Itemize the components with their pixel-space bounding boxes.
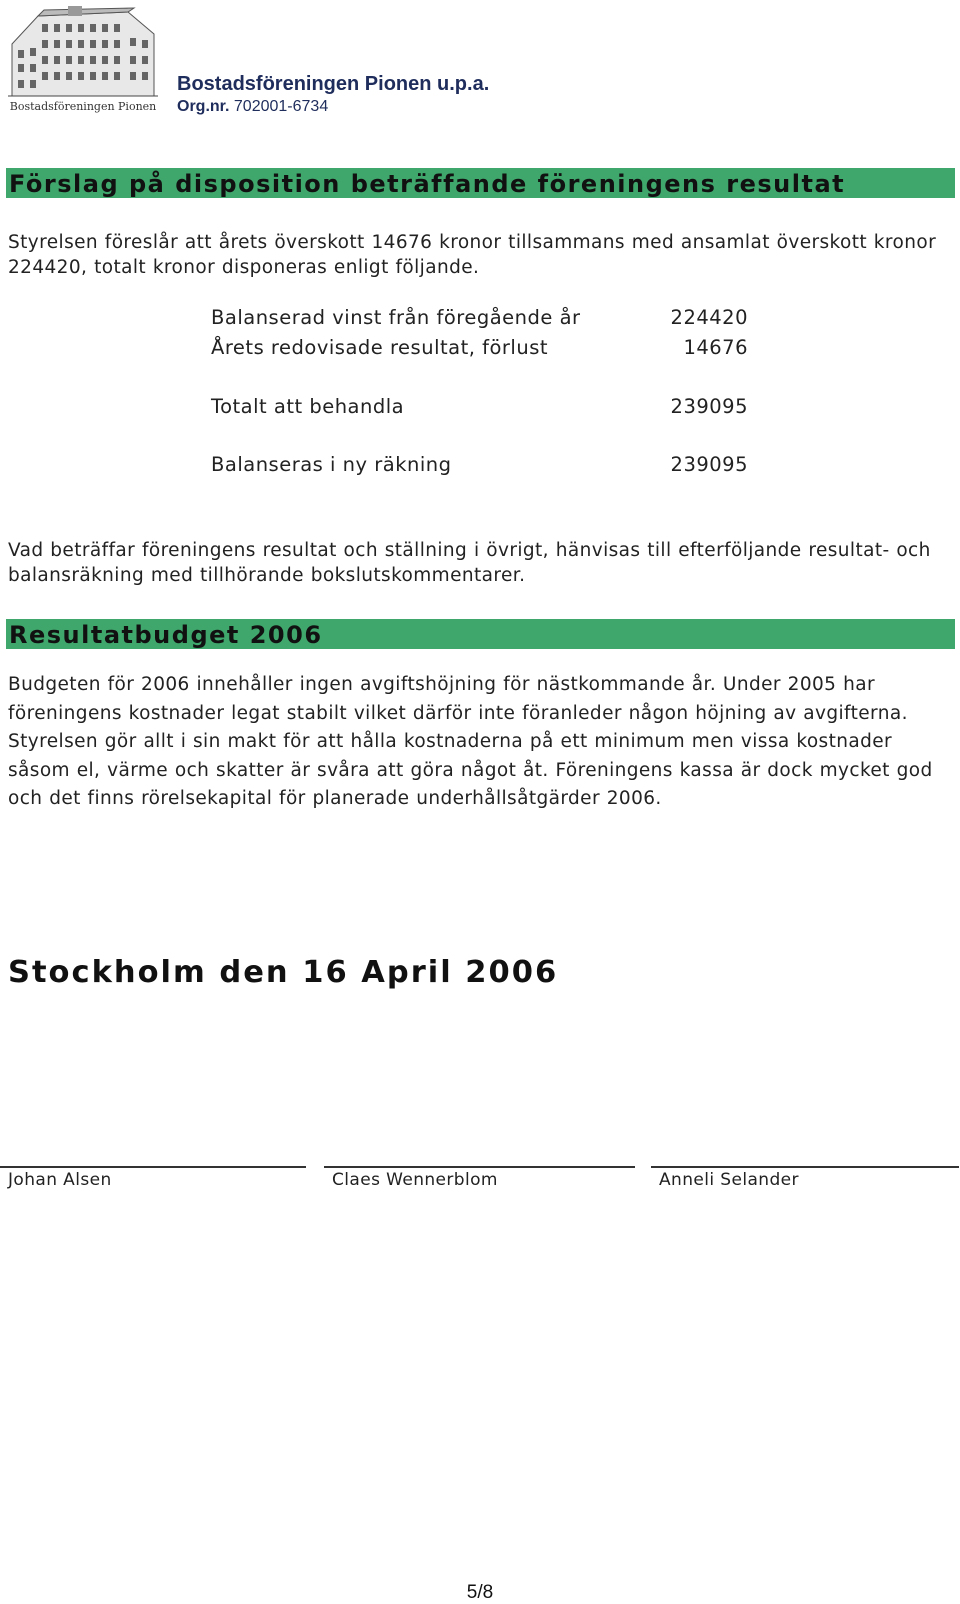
signature-line	[324, 1166, 635, 1168]
signature-line	[651, 1166, 959, 1168]
table-row-value: 224420	[670, 306, 748, 329]
table-row-value: 239095	[670, 453, 748, 476]
signature-line	[0, 1166, 306, 1168]
section-heading-disposition: Förslag på disposition beträffande föreningens resultat	[6, 168, 955, 198]
table-row-value: 14676	[683, 336, 748, 359]
signatory-name: Anneli Selander	[659, 1170, 799, 1190]
association-logo	[8, 4, 158, 116]
org-nr-label: Org.nr.	[177, 98, 230, 115]
disposition-closing-paragraph: Vad beträffar föreningens resultat och ställning i övrigt, hänvisas till efterföljande resultat- och balansräkning med tillhörande bokslutskommentarer.	[8, 540, 931, 586]
organization-number	[177, 98, 328, 116]
section-heading-budget: Resultatbudget 2006	[6, 619, 955, 649]
signatory-name: Johan Alsen	[8, 1170, 112, 1190]
table-row-label: Balanseras i ny räkning	[211, 453, 452, 476]
organization-name: Bostadsföreningen Pionen u.p.a.	[177, 73, 490, 95]
disposition-intro-paragraph: Styrelsen föreslår att årets överskott 14676 kronor tillsammans med ansamlat överskott kronor 224420, totalt kronor disponeras enligt följande.	[8, 232, 937, 278]
table-row-label: Balanserad vinst från föregående år	[211, 306, 581, 329]
table-row-label: Totalt att behandla	[211, 395, 405, 418]
budget-paragraph: Budgeten för 2006 innehåller ingen avgiftshöjning för nästkommande år. Under 2005 har föreningens kostnader legat stabilt vilket därför inte föranleder någon höjning av avgifterna. Styrelsen gör allt i sin makt för att hålla kostnaderna på ett minimum men vissa kostnader såsom el, värme och skatter är svåra att göra något åt. Föreningens kassa är dock mycket god och det finns rörelsekapital för planerade underhållsåtgärder 2006.	[8, 674, 933, 810]
org-nr-value: 702001-6734	[233, 98, 329, 115]
table-row-label: Årets redovisade resultat, förlust	[211, 336, 549, 359]
logo-text: Bostadsföreningen Pionen	[9, 100, 157, 113]
table-row-value: 239095	[670, 395, 748, 418]
signatory-name: Claes Wennerblom	[332, 1170, 498, 1190]
page-number: 5/8	[466, 1582, 494, 1603]
place-and-date: Stockholm den 16 April 2006	[8, 955, 559, 990]
